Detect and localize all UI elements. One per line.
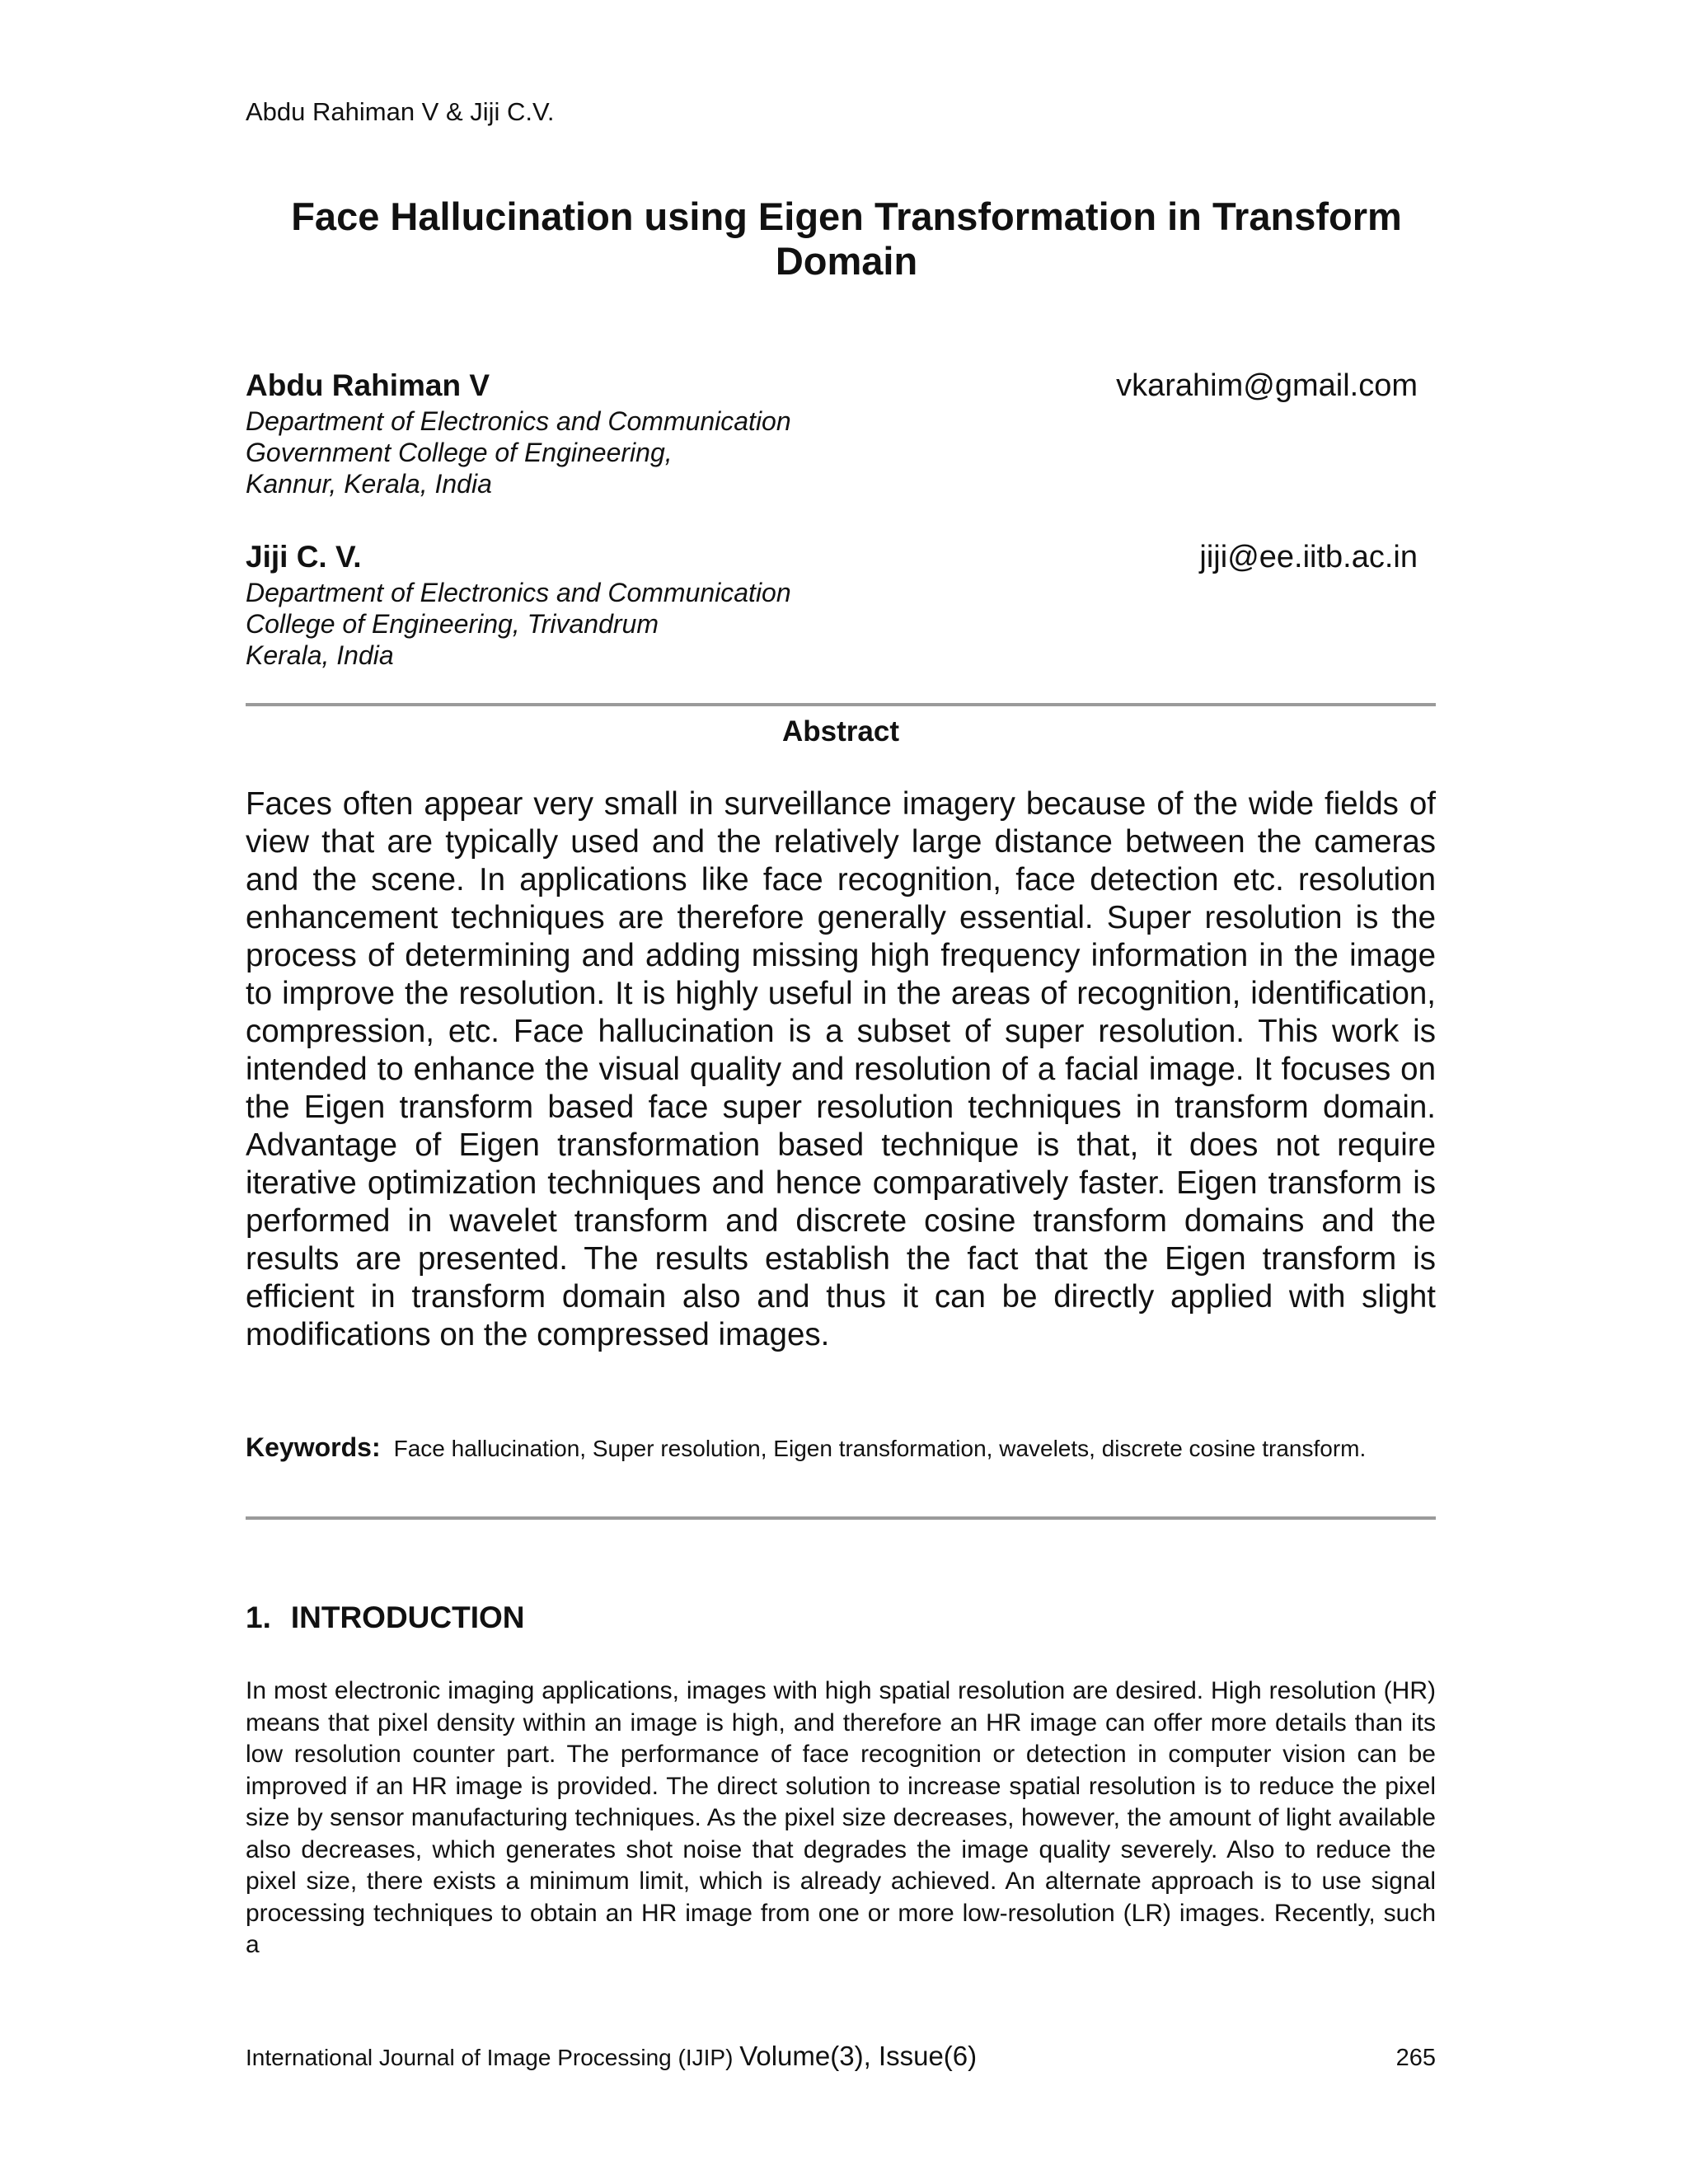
author-block-1 [246,368,1418,499]
author-affiliation [246,405,1418,499]
section-heading [246,1601,525,1635]
running-head: Abdu Rahiman V & Jiji C.V. [246,97,555,126]
affiliation-line: College of Engineering, Trivandrum [246,609,659,639]
abstract-heading: Abstract [782,715,899,748]
paper-title: Face Hallucination using Eigen Transformation in Transform Domain [291,194,1402,283]
footer-journal [246,2041,977,2072]
keywords-label: Keywords: [246,1432,381,1462]
affiliation-line: Department of Electronics and Communication [246,406,791,436]
section-number: 1. [246,1601,271,1634]
affiliation-line: Kerala, India [246,640,394,670]
divider-top [246,703,1436,706]
page-footer [246,2041,1436,2072]
author-block-2 [246,540,1418,671]
affiliation-line: Government College of Engineering, [246,438,673,467]
author-affiliation [246,577,1418,671]
author-email: jiji@ee.iitb.ac.in [1199,540,1418,574]
journal-name: International Journal of Image Processing (IJIP) [246,2045,734,2070]
affiliation-line: Department of Electronics and Communication [246,578,791,607]
page-number: 265 [1395,2045,1436,2071]
abstract-text: Faces often appear very small in surveillance imagery because of the wide fields of view that are typically used and the relatively large distance between the cameras and the scene. In applications like face recognition, face detection etc. resolution enhancement techniques are therefore generally essential. Super resolution is the process of determining and adding missing high frequency information in the image to improve the resolution. It is highly useful in the areas of recognition, identification, compression, etc. Face hallucination is a subset of super resolution. This work is intended to enhance the visual quality and resolution of a facial image. It focuses on the Eigen transform based face super resolution techniques in transform domain. Advantage of Eigen transformation based technique is that, it does not require iterative optimization techniques and hence comparatively faster. Eigen transform is performed in wavelet transform and discrete cosine transform domains and the results are presented. The results establish the fact that the Eigen transform is efficient in transform domain also and thus it can be directly applied with slight modifications on the compressed images. [246,786,1436,1352]
author-name: Abdu Rahiman V [246,368,490,402]
introduction-text: In most electronic imaging applications, images with high spatial resolution are desired. High resolution (HR) means that pixel density within an image is high, and therefore an HR image can offer more details than its low resolution counter part. The performance of face recognition or detection in computer vision can be improved if an HR image is provided. The direct solution to increase spatial resolution is to reduce the pixel size by sensor manufacturing techniques. As the pixel size decreases, however, the amount of light available also decreases, which generates shot noise that degrades the image quality severely. Also to reduce the pixel size, there exists a minimum limit, which is already achieved. An alternate approach is to use signal processing techniques to obtain an HR image from one or more low-resolution (LR) images. Recently, such a [246,1677,1436,1958]
author-name: Jiji C. V. [246,540,362,574]
section-title: INTRODUCTION [290,1601,525,1634]
author-email: vkarahim@gmail.com [1116,368,1418,403]
affiliation-line: Kannur, Kerala, India [246,469,492,499]
keywords [246,1432,1436,1464]
keywords-text: Face hallucination, Super resolution, Eigen transformation, wavelets, discrete cosine transform. [393,1436,1367,1461]
divider-bottom [246,1516,1436,1520]
journal-volume: Volume(3), Issue(6) [739,2041,978,2071]
